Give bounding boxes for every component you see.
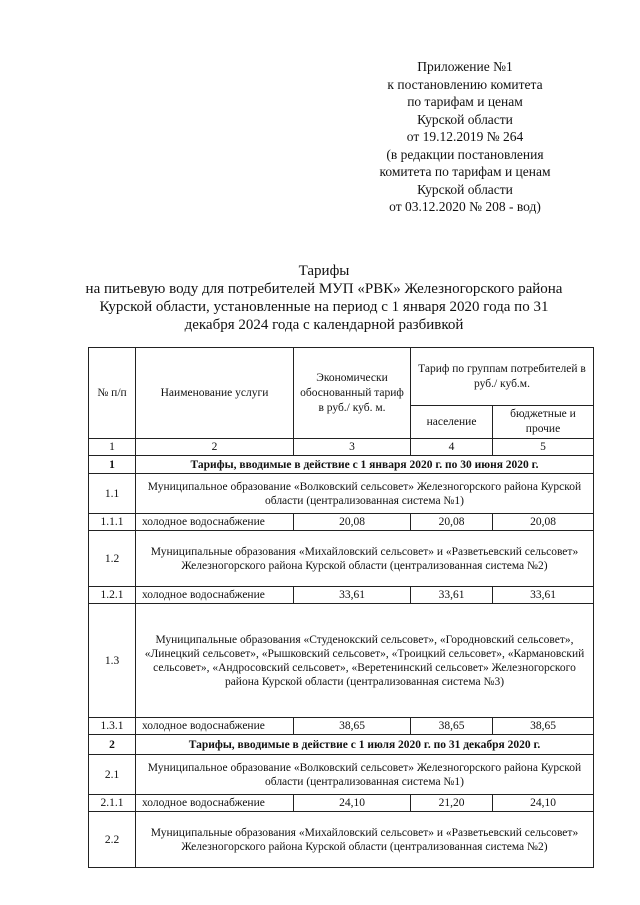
title-line: Курской области, установленные на период с 1 января 2020 года по 31 [99, 299, 549, 315]
column-number: 1 [89, 439, 136, 456]
tariff-row [89, 718, 594, 735]
budget-tariff-value: 24,10 [493, 795, 594, 812]
municipality-row [89, 755, 594, 795]
title-line: на питьевую воду для потребителей МУП «РВК» Железногорского района [85, 281, 563, 297]
economic-tariff-value: 33,61 [294, 587, 411, 604]
column-number: 4 [411, 439, 493, 456]
tariff-table [88, 347, 594, 868]
appendix-line: Приложение №1 [417, 59, 513, 74]
column-number: 2 [136, 439, 294, 456]
section-title: Тарифы, вводимые в действие с 1 июля 2020 г. по 31 декабря 2020 г. [136, 735, 594, 755]
section-title: Тарифы, вводимые в действие с 1 января 2020 г. по 30 июня 2020 г. [136, 456, 594, 474]
economic-tariff-value: 24,10 [294, 795, 411, 812]
municipality-row [89, 812, 594, 868]
appendix-line: Курской области [417, 111, 513, 127]
service-name: холодное водоснабжение [136, 718, 294, 735]
row-number: 2.1.1 [89, 795, 136, 812]
header-consumer-groups: Тариф по группам потребителей в руб./ куб.м. [411, 348, 594, 406]
title-line: Тарифы [298, 263, 350, 279]
section-row [89, 456, 594, 474]
title-line: декабря 2024 года с календарной разбивкой [184, 317, 464, 333]
row-number: 1.2 [89, 531, 136, 587]
service-name: холодное водоснабжение [136, 514, 294, 531]
municipality-row [89, 474, 594, 514]
municipality-text: Муниципальное образование «Волковский сельсовет» Железногорского района Курской области (централизованная система №1) [136, 474, 594, 514]
appendix-line: от 19.12.2019 № 264 [406, 129, 524, 144]
population-tariff-value: 21,20 [411, 795, 493, 812]
municipality-text: Муниципальные образования «Михайловский сельсовет» и «Разветьевский сельсовет» Железногорского района Курской области (централизованная система №2) [136, 531, 594, 587]
population-tariff-value: 33,61 [411, 587, 493, 604]
appendix-line: Курской области [417, 181, 513, 197]
header-number: № п/п [89, 348, 136, 439]
municipality-row [89, 531, 594, 587]
appendix-line: комитета по тарифам и ценам [379, 164, 551, 179]
appendix-line: (в редакции постановления [386, 146, 544, 162]
row-number: 1.1 [89, 474, 136, 514]
appendix-line: по тарифам и ценам [407, 94, 523, 109]
row-number: 2.1 [89, 755, 136, 795]
row-number: 1.2.1 [89, 587, 136, 604]
column-number: 3 [294, 439, 411, 456]
header-population: население [411, 406, 493, 439]
column-numbers-row [89, 439, 594, 456]
appendix-header [340, 58, 590, 216]
municipality-row [89, 604, 594, 718]
economic-tariff-value: 38,65 [294, 718, 411, 735]
tariff-row [89, 514, 594, 531]
row-number: 2.2 [89, 812, 136, 868]
appendix-line: к постановлению комитета [387, 76, 543, 92]
tariff-row [89, 795, 594, 812]
population-tariff-value: 20,08 [411, 514, 493, 531]
header-service-name: Наименование услуги [136, 348, 294, 439]
population-tariff-value: 38,65 [411, 718, 493, 735]
budget-tariff-value: 38,65 [493, 718, 594, 735]
section-row [89, 735, 594, 755]
header-economic-tariff: Экономически обоснованный тариф в руб./ куб. м. [294, 348, 411, 439]
appendix-line: от 03.12.2020 № 208 - вод) [389, 199, 541, 214]
service-name: холодное водоснабжение [136, 795, 294, 812]
service-name: холодное водоснабжение [136, 587, 294, 604]
tariff-row [89, 587, 594, 604]
column-number: 5 [493, 439, 594, 456]
budget-tariff-value: 33,61 [493, 587, 594, 604]
row-number: 1.1.1 [89, 514, 136, 531]
document-title [70, 262, 578, 334]
budget-tariff-value: 20,08 [493, 514, 594, 531]
row-number: 1.3.1 [89, 718, 136, 735]
municipality-text: Муниципальные образования «Михайловский сельсовет» и «Разветьевский сельсовет» Железногорского района Курской области (централизованная система №2) [136, 812, 594, 868]
economic-tariff-value: 20,08 [294, 514, 411, 531]
section-number: 2 [89, 735, 136, 755]
header-budget-other: бюджетные и прочие [493, 406, 594, 439]
section-number: 1 [89, 456, 136, 474]
row-number: 1.3 [89, 604, 136, 718]
municipality-text: Муниципальные образования «Студенокский сельсовет», «Городновский сельсовет», «Линецкий сельсовет», «Рышковский сельсовет», «Троицкий сельсовет», «Кармановский сельсовет», «Андросовский сельсовет», «Веретенинский сельсовет» Железногорского района Курской области (централизованная система №3) [136, 604, 594, 718]
municipality-text: Муниципальное образование «Волковский сельсовет» Железногорского района Курской области (централизованная система №1) [136, 755, 594, 795]
